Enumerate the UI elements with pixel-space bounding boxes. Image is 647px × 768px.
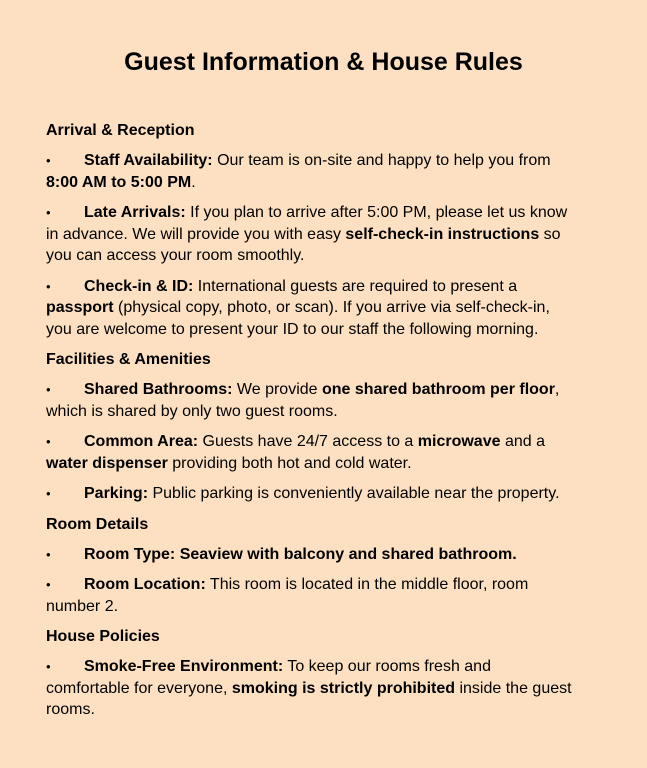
- bold-text: Staff Availability:: [84, 152, 213, 169]
- bold-text: Late Arrivals:: [84, 204, 186, 221]
- bold-text: Common Area:: [84, 433, 199, 450]
- text: If you plan to arrive after 5:00 PM, please let us know in advance. We will provide you with easy: [46, 204, 568, 243]
- bold-text: Room Type: Seaview with balcony and shared bathroom.: [84, 545, 517, 563]
- text: and a: [500, 433, 545, 450]
- bold-text: water dispenser: [46, 454, 168, 472]
- document-body: [46, 120, 575, 721]
- bullet-icon: •: [46, 278, 51, 294]
- text: Our team is on-site and happy to help you from: [212, 152, 551, 169]
- page-title: Guest Information & House Rules: [124, 48, 523, 76]
- text: International guests are required to present a: [193, 277, 518, 295]
- bold-text: one shared bathroom per floor: [322, 381, 555, 398]
- bullet-icon: •: [46, 382, 51, 397]
- text: providing both hot and cold water.: [167, 454, 412, 472]
- section: [46, 626, 575, 721]
- bullet-icon: •: [46, 659, 51, 674]
- list-item: [46, 656, 575, 721]
- section: [46, 514, 575, 618]
- list-item: [46, 431, 575, 474]
- list-item: [46, 150, 575, 193]
- text: inside the guest rooms.: [46, 679, 572, 718]
- bold-text: Shared Bathrooms:: [84, 381, 233, 398]
- bold-text: Parking:: [84, 485, 149, 502]
- text: .: [191, 173, 196, 191]
- section: [46, 349, 575, 505]
- text: , which is shared by only two guest rooms.: [46, 381, 560, 420]
- bullet-icon: •: [46, 577, 51, 592]
- list-item: [46, 202, 575, 267]
- list-item: [46, 379, 575, 422]
- section: [46, 120, 575, 340]
- list-item: [46, 276, 575, 341]
- bullet-icon: •: [46, 486, 51, 501]
- list-item: [46, 483, 575, 505]
- bold-text: smoking is strictly prohibited: [231, 679, 456, 697]
- text: so you can access your room smoothly.: [46, 225, 561, 264]
- bold-text: 8:00 AM to 5:00 PM: [46, 173, 192, 191]
- bold-text: Smoke-Free Environment:: [84, 658, 284, 675]
- bold-text: self-check-in instructions: [345, 225, 540, 243]
- bullet-icon: •: [46, 546, 51, 562]
- bullet-icon: •: [46, 153, 51, 168]
- section-heading: House Policies: [46, 628, 160, 645]
- text: We provide: [232, 381, 322, 398]
- bullet-icon: •: [46, 434, 51, 449]
- bullet-icon: •: [46, 205, 51, 220]
- bold-text: passport: [46, 299, 114, 316]
- section-heading: Room Details: [46, 515, 149, 533]
- list-item: [46, 544, 575, 566]
- bold-text: microwave: [417, 433, 501, 450]
- text: Guests have 24/7 access to a: [198, 433, 418, 450]
- text: To keep our rooms fresh and comfortable for everyone,: [46, 658, 491, 697]
- text: Public parking is conveniently available near the property.: [148, 485, 560, 502]
- section-heading: Arrival & Reception: [46, 122, 195, 139]
- list-item: [46, 574, 575, 617]
- bold-text: Room Location:: [84, 576, 206, 593]
- text: (physical copy, photo, or scan). If you arrive via self-check-in, you are welcome to present your ID to our staff the following morning.: [46, 299, 550, 338]
- bold-text: Check-in & ID:: [84, 277, 194, 295]
- text: This room is located in the middle floor, room number 2.: [46, 576, 529, 615]
- section-heading: Facilities & Amenities: [46, 351, 211, 368]
